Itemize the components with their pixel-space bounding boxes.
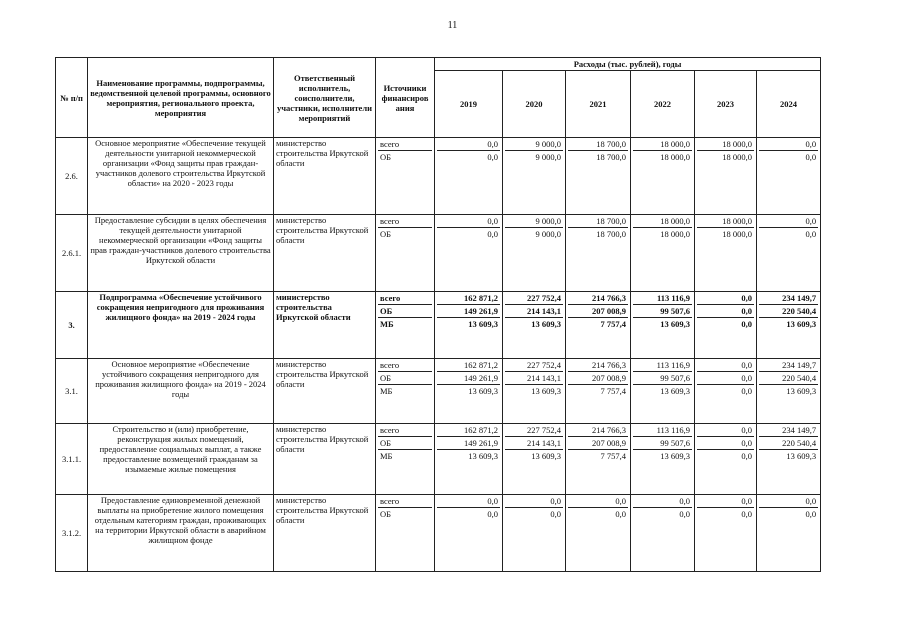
expense-value: 13 609,3 — [786, 451, 817, 461]
expense-value: 0,0 — [759, 495, 818, 508]
year-values — [503, 138, 566, 215]
year-values — [566, 495, 631, 572]
expense-value: 113 116,9 — [633, 292, 692, 305]
expense-value: 214 766,3 — [568, 424, 628, 437]
header-executor: Ответственный исполнитель, соисполнители, участники, исполнители мероприятий — [274, 58, 376, 138]
year-values — [435, 292, 503, 359]
row-sources — [376, 292, 435, 359]
expense-value: 18 700,0 — [596, 152, 626, 162]
year-values — [503, 215, 566, 292]
expense-value: 0,0 — [697, 305, 754, 318]
source-label: всего — [378, 215, 432, 228]
expense-value: 149 261,9 — [437, 437, 500, 450]
expense-value: 13 609,3 — [660, 319, 690, 329]
expense-value: 13 609,3 — [468, 319, 498, 329]
source-label: ОБ — [380, 229, 392, 239]
expense-value: 0,0 — [697, 292, 754, 305]
expense-value: 0,0 — [697, 359, 754, 372]
year-values — [757, 424, 821, 495]
year-values — [566, 138, 631, 215]
expense-value: 0,0 — [487, 229, 498, 239]
year-values — [435, 495, 503, 572]
expense-value: 207 008,9 — [568, 305, 628, 318]
expense-value: 0,0 — [568, 495, 628, 508]
row-number: 2.6.1. — [56, 215, 88, 292]
year-values — [503, 424, 566, 495]
expense-value: 0,0 — [759, 138, 818, 151]
table-row — [56, 292, 821, 359]
expense-value: 9 000,0 — [505, 215, 563, 228]
row-executor: министерство строительства Иркутской области — [274, 495, 376, 572]
expense-value: 214 766,3 — [568, 359, 628, 372]
year-values — [435, 359, 503, 424]
source-label: ОБ — [380, 509, 392, 519]
row-name: Предоставление единовременной денежной выплаты на приобретение жилого помещения отдельным категориям граждан, проживающих на территории Иркутской области в аварийном жилищном фонде — [88, 495, 274, 572]
header-year: 2019 — [435, 71, 503, 138]
expense-value: 227 752,4 — [505, 359, 563, 372]
expense-value: 0,0 — [741, 451, 752, 461]
expense-value: 18 000,0 — [722, 229, 752, 239]
expense-value: 0,0 — [805, 509, 817, 519]
expense-value: 18 700,0 — [596, 229, 626, 239]
expense-value: 0,0 — [437, 215, 500, 228]
expense-value: 149 261,9 — [437, 305, 500, 318]
expense-value: 214 143,1 — [505, 437, 563, 450]
year-values — [503, 359, 566, 424]
year-values — [435, 424, 503, 495]
expense-value: 149 261,9 — [437, 372, 500, 385]
header-year: 2022 — [631, 71, 695, 138]
expense-value: 0,0 — [697, 495, 754, 508]
expense-value: 0,0 — [505, 495, 563, 508]
expense-value: 18 000,0 — [660, 229, 690, 239]
expense-value: 18 000,0 — [722, 152, 752, 162]
year-values — [631, 138, 695, 215]
expense-value: 0,0 — [615, 509, 626, 519]
expense-value: 214 766,3 — [568, 292, 628, 305]
header-year: 2023 — [695, 71, 757, 138]
expense-value: 162 871,2 — [437, 292, 500, 305]
source-label: всего — [378, 424, 432, 437]
header-source: Источники финансиров ания — [376, 58, 435, 138]
expense-value: 214 143,1 — [505, 305, 563, 318]
row-name: Предоставление субсидии в целях обеспечения текущей деятельности унитарной некоммерческой организации «Фонд защиты прав граждан-участников долевого строительства Иркутской области — [88, 215, 274, 292]
header-expenses: Расходы (тыс. рублей), годы — [435, 58, 821, 71]
expense-value: 0,0 — [805, 229, 817, 239]
expense-value: 13 609,3 — [468, 451, 498, 461]
expense-value: 214 143,1 — [505, 372, 563, 385]
year-values — [695, 292, 757, 359]
year-values — [757, 495, 821, 572]
source-label: всего — [378, 359, 432, 372]
source-label: ОБ — [378, 372, 432, 385]
expense-value: 18 000,0 — [660, 152, 690, 162]
year-values — [757, 292, 821, 359]
expense-value: 0,0 — [697, 424, 754, 437]
row-executor: министерство строительства Иркутской области — [274, 138, 376, 215]
table-row — [56, 495, 821, 572]
row-sources — [376, 359, 435, 424]
expense-value: 0,0 — [697, 437, 754, 450]
expense-value: 13 609,3 — [531, 319, 561, 329]
year-values — [757, 215, 821, 292]
expense-value: 0,0 — [437, 495, 500, 508]
source-label: всего — [378, 292, 432, 305]
year-values — [566, 215, 631, 292]
table-body — [56, 138, 821, 572]
header-num: № п/п — [56, 58, 88, 138]
row-sources — [376, 215, 435, 292]
year-values — [566, 292, 631, 359]
year-values — [503, 292, 566, 359]
row-number: 3.1. — [56, 359, 88, 424]
expense-value: 9 000,0 — [505, 138, 563, 151]
expense-value: 99 507,6 — [633, 372, 692, 385]
expense-value: 234 149,7 — [759, 424, 818, 437]
expense-value: 162 871,2 — [437, 359, 500, 372]
expense-value: 207 008,9 — [568, 372, 628, 385]
source-label: МБ — [380, 386, 393, 396]
year-values — [757, 359, 821, 424]
expense-value: 227 752,4 — [505, 424, 563, 437]
expense-value: 18 000,0 — [697, 215, 754, 228]
expense-value: 220 540,4 — [759, 372, 818, 385]
table-row — [56, 215, 821, 292]
expense-value: 13 609,3 — [786, 319, 817, 329]
expense-value: 162 871,2 — [437, 424, 500, 437]
page-number: 11 — [447, 20, 458, 31]
expense-value: 234 149,7 — [759, 292, 818, 305]
expense-value: 99 507,6 — [633, 305, 692, 318]
table-row — [56, 138, 821, 215]
expense-value: 0,0 — [697, 372, 754, 385]
header-row — [56, 58, 821, 71]
expense-value: 18 000,0 — [697, 138, 754, 151]
row-number: 3.1.1. — [56, 424, 88, 495]
expense-value: 0,0 — [633, 495, 692, 508]
year-values — [631, 495, 695, 572]
budget-table — [55, 57, 821, 572]
row-sources — [376, 424, 435, 495]
source-label: МБ — [380, 319, 394, 329]
year-values — [757, 138, 821, 215]
year-values — [631, 359, 695, 424]
row-executor: министерство строительства Иркутской области — [274, 424, 376, 495]
expense-value: 13 609,3 — [531, 386, 561, 396]
source-label: ОБ — [378, 437, 432, 450]
expense-value: 18 000,0 — [633, 215, 692, 228]
expense-value: 0,0 — [550, 509, 561, 519]
expense-value: 13 609,3 — [786, 386, 817, 396]
expense-value: 13 609,3 — [660, 451, 690, 461]
expense-value: 113 116,9 — [633, 424, 692, 437]
row-number: 3.1.2. — [56, 495, 88, 572]
expense-value: 0,0 — [437, 138, 500, 151]
expense-value: 18 000,0 — [633, 138, 692, 151]
expense-value: 0,0 — [741, 509, 752, 519]
expense-value: 0,0 — [679, 509, 690, 519]
expense-value: 13 609,3 — [468, 386, 498, 396]
expense-value: 0,0 — [741, 319, 752, 329]
source-label: ОБ — [380, 152, 392, 162]
year-values — [435, 215, 503, 292]
expense-value: 220 540,4 — [759, 437, 818, 450]
row-executor: министерство строительства Иркутской области — [274, 359, 376, 424]
source-label: всего — [378, 138, 432, 151]
year-values — [631, 292, 695, 359]
expense-value: 234 149,7 — [759, 359, 818, 372]
year-values — [631, 215, 695, 292]
year-values — [695, 138, 757, 215]
expense-value: 99 507,6 — [633, 437, 692, 450]
expense-value: 9 000,0 — [535, 152, 561, 162]
row-executor: министерство строительства Иркутской области — [274, 215, 376, 292]
row-number: 3. — [56, 292, 88, 359]
expense-value: 220 540,4 — [759, 305, 818, 318]
table-row — [56, 359, 821, 424]
row-name: Подпрограмма «Обеспечение устойчивого сокращения непригодного для проживания жилищного фонда» на 2019 - 2024 годы — [88, 292, 274, 359]
source-label: МБ — [380, 451, 393, 461]
row-name: Основное мероприятие «Обеспечение текущей деятельности унитарной некоммерческой организации «Фонд защиты прав граждан-участников долевого строительства Иркутской области» на 2020 - 2023 годы — [88, 138, 274, 215]
expense-value: 7 757,4 — [600, 386, 626, 396]
expense-value: 18 700,0 — [568, 215, 628, 228]
source-label: ОБ — [378, 305, 432, 318]
year-values — [695, 359, 757, 424]
year-values — [695, 424, 757, 495]
year-values — [566, 359, 631, 424]
year-values — [435, 138, 503, 215]
header-year: 2021 — [566, 71, 631, 138]
expense-value: 0,0 — [487, 509, 498, 519]
expense-value: 18 700,0 — [568, 138, 628, 151]
expense-value: 207 008,9 — [568, 437, 628, 450]
header-year: 2020 — [503, 71, 566, 138]
table-row — [56, 424, 821, 495]
expense-value: 0,0 — [487, 152, 498, 162]
expense-value: 0,0 — [805, 152, 817, 162]
expense-value: 113 116,9 — [633, 359, 692, 372]
row-sources — [376, 495, 435, 572]
expense-value: 13 609,3 — [531, 451, 561, 461]
row-sources — [376, 138, 435, 215]
year-values — [695, 495, 757, 572]
row-executor: министерство строительства Иркутской области — [274, 292, 376, 359]
source-label: всего — [378, 495, 432, 508]
row-number: 2.6. — [56, 138, 88, 215]
expense-value: 7 757,4 — [600, 319, 626, 329]
year-values — [631, 424, 695, 495]
row-name: Строительство и (или) приобретение, реконструкция жилых помещений, предоставление социальных выплат, а также предоставление возмещений гражданам за изымаемые жилые помещения — [88, 424, 274, 495]
expense-value: 0,0 — [741, 386, 752, 396]
header-name: Наименование программы, подпрограммы, ведомственной целевой программы, основного мероприятия, регионального проекта, мероприятия — [88, 58, 274, 138]
expense-value: 9 000,0 — [535, 229, 561, 239]
expense-value: 7 757,4 — [600, 451, 626, 461]
expense-value: 227 752,4 — [505, 292, 563, 305]
header-year: 2024 — [757, 71, 821, 138]
year-values — [695, 215, 757, 292]
expense-value: 0,0 — [759, 215, 818, 228]
expense-value: 13 609,3 — [660, 386, 690, 396]
row-name: Основное мероприятие «Обеспечение устойчивого сокращения непригодного для проживания жилищного фонда» на 2019 - 2024 годы — [88, 359, 274, 424]
year-values — [566, 424, 631, 495]
year-values — [503, 495, 566, 572]
